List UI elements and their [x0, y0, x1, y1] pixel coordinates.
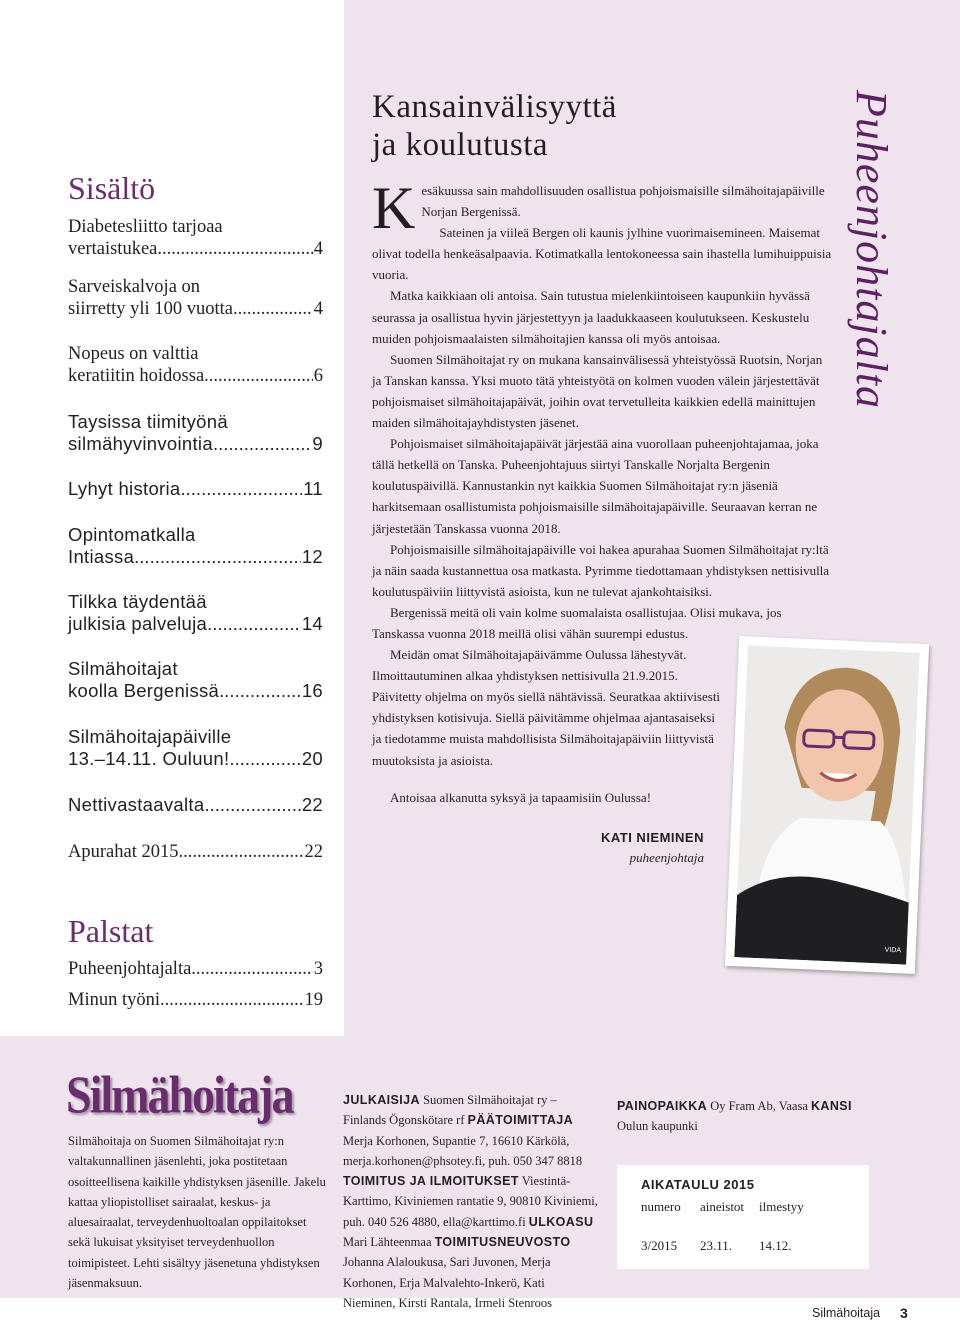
photo-credit: VIDA	[884, 946, 902, 955]
toc-leader-dots	[191, 958, 312, 980]
imprint-text: Viestintä-Karttimo, Kiviniemen rantatie 9, 90810 Kiviniemi, puh. 040 526 4880, ella@karttimo.fi	[343, 1174, 598, 1229]
toc-page: 11	[303, 478, 323, 499]
toc-entry[interactable]	[68, 841, 323, 863]
toc-entry-line1: Silmähoitajapäiville	[68, 726, 232, 747]
magazine-logo: Silmähoitaja	[66, 1065, 293, 1124]
footer-label: Silmähoitaja	[812, 1306, 881, 1320]
article-title-line2: ja koulutusta	[372, 127, 549, 163]
toc-entry-label: Apurahat 2015	[68, 842, 179, 862]
imprint-text: Suomen Silmähoitajat ry – Finlands Ögonskötare rf	[343, 1093, 557, 1128]
imprint-label: PÄÄTOIMITTAJA	[467, 1113, 574, 1128]
toc-page: 6	[313, 366, 323, 386]
article-title-line1: Kansainvälisyyttä	[372, 89, 617, 125]
toc-page: 22	[301, 794, 323, 815]
schedule-cell: 23.11.	[700, 1238, 733, 1253]
toc-leader-dots	[157, 238, 312, 260]
toc-entry[interactable]	[68, 478, 323, 500]
imprint-text: Oulun kaupunki	[617, 1119, 698, 1134]
toc-entry[interactable]	[68, 411, 323, 455]
toc-entry-line1: Opintomatkalla	[68, 524, 196, 545]
toc-leader-dots	[134, 546, 301, 568]
toc-entry-line1: Nopeus on valttia	[68, 344, 199, 364]
signature-role: puheenjohtaja	[629, 850, 704, 865]
imprint-column	[343, 1090, 598, 1313]
article-title	[372, 88, 792, 164]
schedule-header: aineistot	[700, 1199, 745, 1214]
drop-cap: K	[372, 175, 416, 241]
toc-entry-label: siirretty yli 100 vuotta	[68, 299, 233, 319]
palstat-entry-label: Minun työni	[68, 990, 160, 1010]
imprint-text: Mari Lähteenmaa	[343, 1235, 432, 1250]
imprint-label: KANSI	[811, 1099, 852, 1113]
imprint-column-2	[617, 1096, 877, 1137]
imprint-label: JULKAISIJA	[343, 1093, 420, 1107]
page-number: 3	[900, 1305, 908, 1321]
schedule-box	[617, 1165, 869, 1269]
toc-entry-line1: Taysissa tiimityönä	[68, 411, 228, 432]
toc-page: 14	[301, 613, 323, 634]
palstat-page: 3	[313, 959, 323, 979]
paragraph: Matka kaikkiaan oli antoisa. Sain tutustua mielenkiintoiseen kaupunkiin hyvässä seurassa ja osallistua hyvin järjestettyyn ja laadukkaaseen koulutukseen. Keskustelu muiden pohjoismaalaisten silmähoitajien kanssa oli myös antoisaa.	[372, 288, 810, 346]
toc-leader-dots	[181, 478, 303, 500]
toc-page: 4	[313, 299, 323, 319]
toc-entry-label: keratiitin hoidossa	[68, 366, 205, 386]
paragraph: Kesäkuussa sain mahdollisuuden osallistua pohjoismaisille silmähoitajapäiville Norjan Bergenissä.	[372, 175, 825, 241]
toc-page: 9	[312, 433, 323, 454]
toc-leader-dots	[219, 680, 301, 702]
schedule-cell: 3/2015	[641, 1238, 678, 1253]
toc-leader-dots	[229, 748, 300, 770]
toc-entry-label: Lyhyt historia	[68, 478, 181, 499]
toc-leader-dots	[178, 841, 303, 863]
toc-entry[interactable]	[68, 658, 323, 702]
paragraph: Pohjoismaiset silmähoitajapäivät järjestää aina vuorollaan puheenjohtajamaa, joka tällä hetkellä on Tanska. Puheenjohtajuus siirtyi Tanskalle Norjalta Bergenin koulutuspäivillä. Kannustankin nyt kaikkia Suomen Silmähoitajat ry:n jäseniä harkitsemaan osallistumista pohjoismaisille silmähoitajapäiville. Seuraavan kerran ne järjestetään Tanskassa vuonna 2018.	[372, 436, 819, 536]
schedule-title: AIKATAULU 2015	[641, 1177, 755, 1192]
toc-entry[interactable]	[68, 591, 323, 635]
toc-entry[interactable]	[68, 524, 323, 568]
imprint-text: Oy Fram Ab, Vaasa	[710, 1099, 808, 1113]
toc-entry[interactable]	[68, 276, 323, 320]
palstat-entry[interactable]	[68, 958, 323, 980]
section-vertical-title	[846, 90, 916, 490]
signature-name: KATI NIEMINEN	[600, 830, 704, 845]
toc-leader-dots	[204, 794, 300, 816]
toc-entry-label: koolla Bergenissä	[68, 680, 220, 701]
schedule-cell: 14.12.	[759, 1238, 792, 1253]
toc-entry[interactable]	[68, 726, 323, 770]
paragraph: Bergenissä meitä oli vain kolme suomalaista osallistujaa. Olisi mukava, jos Tanskassa vuonna 2018 meillä olisi vähän suurempi edustus.	[372, 604, 782, 641]
toc-page: 16	[301, 680, 323, 701]
toc-leader-dots	[207, 613, 301, 635]
toc-page: 20	[301, 748, 323, 769]
toc-leader-dots	[233, 298, 313, 320]
toc-entry-label: silmähyvinvointia	[68, 433, 213, 454]
portrait-image	[734, 645, 919, 964]
schedule-header: ilmestyy	[759, 1199, 804, 1214]
toc-entry[interactable]	[68, 216, 323, 260]
imprint-text: Johanna Alaloukusa, Sari Juvonen, Merja Korhonen, Erja Malvalehto-Inkerö, Kati Nieminen, Kirsti Rantala, Irmeli Stenroos	[343, 1255, 552, 1310]
toc-page: 12	[301, 546, 323, 567]
paragraph: Suomen Silmähoitajat ry on mukana kansainvälisessä yhteistyössä Ruotsin, Norjan ja Tanskan kanssa. Yksi muoto tätä yhteistyötä on kolmen vuoden välein järjestettävät pohjoismaiset silmähoitajapäivät, joihin ovat tervetulleita kaikkien edellä mainittujen maiden silmähoitajayhdistysten jäsenet.	[372, 351, 823, 431]
imprint-label: ULKOASU	[528, 1214, 594, 1229]
palstat-entry[interactable]	[68, 989, 323, 1011]
toc-leader-dots	[160, 989, 304, 1011]
author-photo	[725, 636, 929, 974]
toc-entry-label: julkisia palveluja	[68, 613, 208, 634]
toc-entry-line1: Silmähoitajat	[68, 658, 178, 679]
toc-entry[interactable]	[68, 343, 323, 387]
toc-leader-dots	[204, 365, 313, 387]
paragraph: Meidän omat Silmähoitajapäivämme Oulussa lähestyvät. Ilmoittautuminen alkaa yhdistyksen nettisivulla 21.9.2015. Päivitetty ohjelma on myös siellä nähtävissä. Seuratkaa aktiivisesti yhdistyksen kotisivuja. Siellä päivitämme ohjelmaa ajantasaiseksi ja tiedotamme muista mahdollisista Silmähoitajapäiviin liittyvistä muutoksista ja asioista.	[372, 647, 721, 768]
palstat-title: Palstat	[68, 913, 154, 949]
magazine-description: Silmähoitaja on Suomen Silmähoitajat ry:n valtakunnallinen jäsenlehti, joka postitetaan osoitteellisena kaikille yhdistyksen jäsenille. Jakelu kattaa yliopistolliset sairaalat, keskus- ja aluesairaalat, terveydenhuoltoalan oppilaitokset sekä lukuisat yksityiset terveydenhuollon toimipisteet. Lehti sisältyy jäsenetuna yhdistyksen jäsenmaksuun.	[68, 1134, 326, 1291]
paragraph: Pohjoismaisille silmähoitajapäiville voi hakea apurahaa Suomen Silmähoitajat ry:ltä ja näin saada kustannettua osa matkasta. Pyrimme tiedottamaan yhdistyksen nettisivulla koulutuspäiviin liittyvistä asioista, kun ne tulevat ajankohtaisiksi.	[372, 541, 830, 599]
paragraph: Sateinen ja viileä Bergen oli kaunis jylhine vuorimaisemineen. Maisemat olivat todella henkeäsalpaavia. Kotimatkalla lentokoneessa sain ihastella lumihuippuisia vuoria.	[372, 225, 832, 283]
toc-entry-label: 13.–14.11. Ouluun!	[68, 748, 230, 769]
palstat-page: 19	[304, 990, 323, 1010]
toc-entry-line1: Sarveiskalvoja on	[68, 277, 201, 297]
toc-title: Sisältö	[68, 170, 156, 206]
palstat-entry-label: Puheenjohtajalta	[68, 959, 192, 979]
toc-leader-dots	[213, 433, 311, 455]
toc-page: 4	[313, 239, 323, 259]
toc-entry-line1: Tilkka täydentää	[68, 591, 207, 612]
imprint-label: TOIMITUSNEUVOSTO	[434, 1235, 571, 1250]
imprint-text: Merja Korhonen, Supantie 7, 16610 Kärkölä, merja.korhonen@phsotey.fi, puh. 050 347 8818	[343, 1133, 583, 1168]
toc-entry-label: vertaistukea	[68, 239, 158, 259]
imprint-label: PAINOPAIKKA	[617, 1099, 708, 1113]
toc-page: 22	[304, 842, 323, 862]
toc-entry-line1: Diabetesliitto tarjoaa	[68, 217, 223, 237]
schedule-header: numero	[641, 1199, 681, 1214]
section-label: Puheenjohtajalta	[847, 90, 896, 410]
toc-entry-label: Nettivastaavalta	[68, 794, 205, 815]
imprint-label: TOIMITUS JA ILMOITUKSET	[343, 1174, 519, 1189]
toc-entry-label: Intiassa	[68, 546, 135, 567]
closing-line: Antoisaa alkanutta syksyä ja tapaamisiin Oulussa!	[390, 790, 652, 805]
toc-entry[interactable]	[68, 794, 323, 816]
